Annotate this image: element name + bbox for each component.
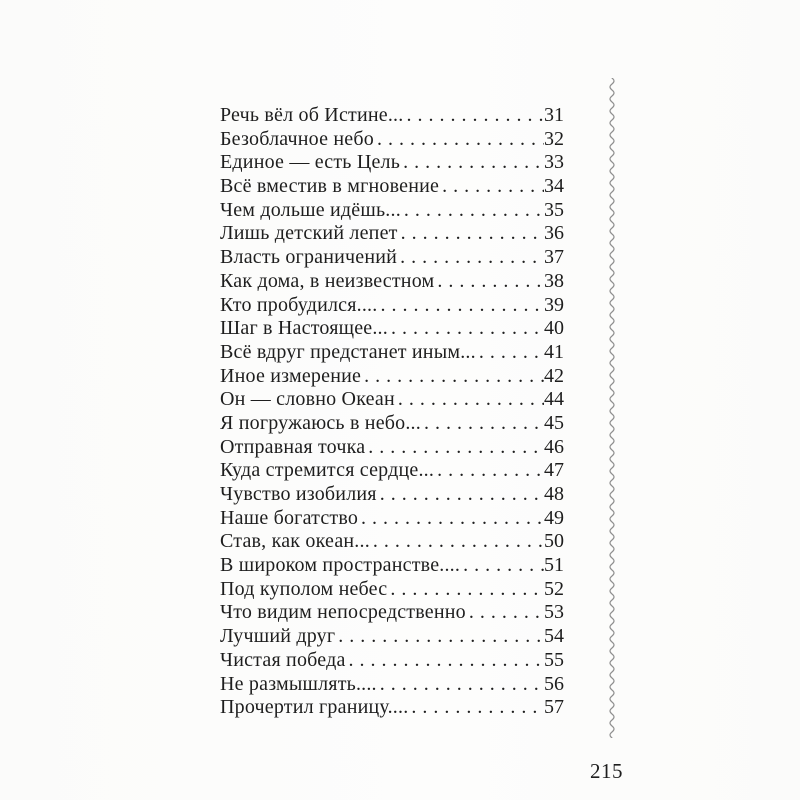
page-number: 215 <box>590 759 623 783</box>
toc-entry-title: Как дома, в неизвестном <box>220 269 435 292</box>
dot-leader <box>424 412 544 436</box>
toc-entry-page: 48 <box>544 483 564 505</box>
toc-entry <box>220 175 564 199</box>
toc-entry-title: Куда стремится сердце... <box>220 459 435 482</box>
toc-entry <box>220 199 564 223</box>
table-of-contents <box>220 104 564 720</box>
toc-entry <box>220 625 564 649</box>
toc-entry-title: Став, как океан... <box>220 530 370 553</box>
dot-leader <box>469 601 544 625</box>
toc-entry-page: 44 <box>544 388 564 411</box>
toc-entry <box>220 388 564 412</box>
toc-entry-title: Прочертил границу.... <box>220 696 409 719</box>
toc-entry-page: 50 <box>544 530 564 553</box>
toc-entry <box>220 649 564 673</box>
dot-leader <box>361 507 544 531</box>
toc-entry-page: 35 <box>544 198 564 221</box>
dot-leader <box>368 436 544 460</box>
dot-leader <box>411 696 544 720</box>
toc-entry-title: Он — словно Океан <box>220 388 395 411</box>
dot-leader <box>437 459 544 483</box>
dot-leader <box>380 673 544 697</box>
toc-entry-title: Чувство изобилия <box>220 483 377 505</box>
toc-entry <box>220 294 564 318</box>
toc-entry-page: 45 <box>544 411 564 434</box>
toc-entry <box>220 578 564 602</box>
toc-entry-title: Иное измерение <box>220 364 362 387</box>
dot-leader <box>400 246 544 270</box>
dot-leader <box>391 317 544 341</box>
toc-entry-page: 52 <box>544 577 564 600</box>
toc-entry-page: 32 <box>544 127 564 150</box>
toc-entry <box>220 530 564 554</box>
toc-entry-title: Единое — есть Цель <box>220 151 401 174</box>
toc-entry-page: 55 <box>544 648 564 671</box>
toc-entry <box>220 365 564 389</box>
toc-entry-page: 47 <box>544 459 564 482</box>
toc-entry-page: 49 <box>544 506 564 529</box>
toc-entry-title: Я погружаюсь в небо... <box>220 411 421 434</box>
toc-entry <box>220 151 564 175</box>
toc-entry-page: 57 <box>544 696 564 719</box>
toc-entry-title: Шаг в Настоящее... <box>220 317 388 340</box>
page-edge-wave-path <box>610 78 614 738</box>
toc-entry-page: 56 <box>544 672 564 695</box>
dot-leader <box>403 151 544 175</box>
dot-leader <box>404 199 544 223</box>
toc-entry-page: 38 <box>544 269 564 292</box>
toc-entry-title: Под куполом небес <box>220 577 388 600</box>
toc-entry-page: 37 <box>544 246 564 269</box>
dot-leader <box>338 625 544 649</box>
dot-leader <box>364 365 544 389</box>
toc-entry-title: Всё вдруг предстанет иным... <box>220 340 476 363</box>
toc-entry <box>220 436 564 460</box>
dot-leader <box>377 128 544 152</box>
toc-entry-title: Не размышлять.... <box>220 672 377 695</box>
dot-leader <box>463 554 544 578</box>
toc-entry-page: 41 <box>544 340 564 363</box>
toc-entry-page: 40 <box>544 317 564 340</box>
dot-leader <box>380 483 544 507</box>
toc-entry-title: Что видим непосредственно <box>220 601 466 624</box>
toc-entry-page: 46 <box>544 435 564 458</box>
toc-entry <box>220 696 564 720</box>
toc-entry-page: 36 <box>544 222 564 245</box>
toc-entry <box>220 341 564 365</box>
toc-entry <box>220 270 564 294</box>
toc-entry <box>220 554 564 578</box>
dot-leader <box>390 578 544 602</box>
toc-entry-title: Власть ограничений <box>220 246 398 269</box>
toc-entry-title: В широком пространстве.... <box>220 554 461 577</box>
toc-entry-page: 51 <box>544 554 564 577</box>
toc-entry <box>220 128 564 152</box>
toc-entry <box>220 246 564 270</box>
toc-entry-title: Наше богатство <box>220 506 359 529</box>
toc-entry <box>220 412 564 436</box>
toc-entry-page: 31 <box>544 104 564 126</box>
dot-leader <box>398 388 544 412</box>
toc-entry-title: Лишь детский лепет <box>220 222 398 245</box>
toc-entry <box>220 222 564 246</box>
toc-entry-title: Кто пробудился.... <box>220 293 378 316</box>
toc-entry-title: Всё вместив в мгновение <box>220 175 440 198</box>
dot-leader <box>373 530 544 554</box>
toc-entry-title: Безоблачное небо <box>220 127 374 150</box>
toc-entry-page: 39 <box>544 293 564 316</box>
toc-entry <box>220 601 564 625</box>
toc-entry-page: 42 <box>544 364 564 387</box>
toc-entry <box>220 483 564 507</box>
toc-entry-page: 33 <box>544 151 564 174</box>
toc-entry-page: 54 <box>544 625 564 648</box>
dot-leader <box>349 649 544 673</box>
dot-leader <box>437 270 544 294</box>
toc-entry-page: 34 <box>544 175 564 198</box>
toc-entry-title: Чем дольше идёшь... <box>220 198 401 221</box>
toc-entry <box>220 507 564 531</box>
toc-entry-title: Отправная точка <box>220 435 366 458</box>
toc-entry-title: Лучший друг <box>220 625 336 648</box>
toc-entry <box>220 104 564 128</box>
toc-entry-title: Чистая победа <box>220 648 346 671</box>
dot-leader <box>479 341 544 365</box>
toc-entry <box>220 673 564 697</box>
page-edge-wave <box>606 78 618 738</box>
dot-leader <box>380 294 544 318</box>
toc-entry-title: Речь вёл об Истине... <box>220 104 404 126</box>
dot-leader <box>401 222 544 246</box>
toc-entry <box>220 317 564 341</box>
dot-leader <box>442 175 544 199</box>
toc-entry-page: 53 <box>544 601 564 624</box>
toc-entry <box>220 459 564 483</box>
dot-leader <box>406 104 544 128</box>
